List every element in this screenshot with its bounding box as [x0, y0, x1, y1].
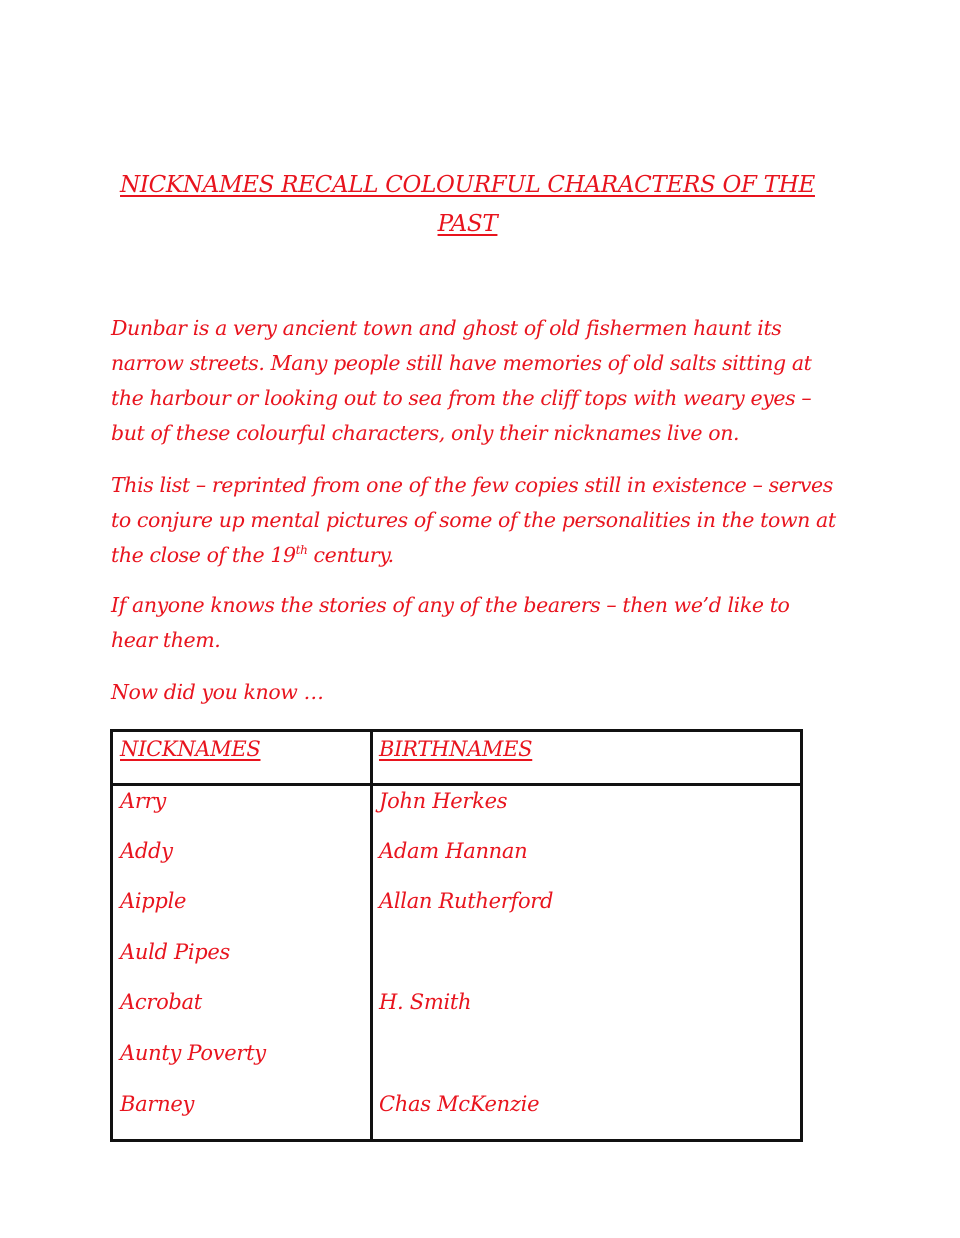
lead-in-line: Now did you know …: [111, 680, 324, 704]
birthname-cell: Adam Hannan: [379, 839, 528, 863]
nickname-cell: Barney: [120, 1092, 195, 1116]
nickname-cell: Aipple: [120, 889, 187, 913]
list-description-text: This list – reprinted from one of the few copies still in existence – serves to conjure up mental pictures of some of the personalities in the town at the close of the 19: [111, 473, 836, 567]
intro-paragraph: Dunbar is a very ancient town and ghost of old fishermen haunt its narrow streets. Many people still have memories of old salts sitting at the harbour or looking out to sea from the cliff tops with weary eyes – but of these colourful characters, only their nicknames live on.: [111, 316, 812, 445]
nicknames-table: [110, 729, 803, 1142]
ordinal-suffix: th: [295, 543, 308, 558]
stories-request-paragraph: If anyone knows the stories of any of the bearers – then we’d like to hear them.: [111, 593, 790, 652]
page-title: NICKNAMES RECALL COLOURFUL CHARACTERS OF THE PAST: [120, 172, 815, 237]
nickname-cell: Acrobat: [120, 990, 202, 1014]
nickname-cell: Auld Pipes: [120, 940, 231, 964]
list-description-end: century.: [307, 543, 394, 567]
nickname-cell: Aunty Poverty: [120, 1041, 266, 1065]
birthname-cell: Chas McKenzie: [379, 1092, 540, 1116]
nicknames-column-header: NICKNAMES: [120, 737, 261, 761]
nickname-cell: Arry: [120, 789, 166, 813]
birthname-cell: John Herkes: [379, 789, 508, 813]
birthname-cell: H. Smith: [379, 990, 472, 1014]
column-divider: [370, 732, 373, 1139]
nickname-cell: Addy: [120, 839, 173, 863]
birthname-cell: Allan Rutherford: [379, 889, 554, 913]
list-description-paragraph: [111, 468, 836, 573]
birthnames-column-header: BIRTHNAMES: [379, 737, 533, 761]
